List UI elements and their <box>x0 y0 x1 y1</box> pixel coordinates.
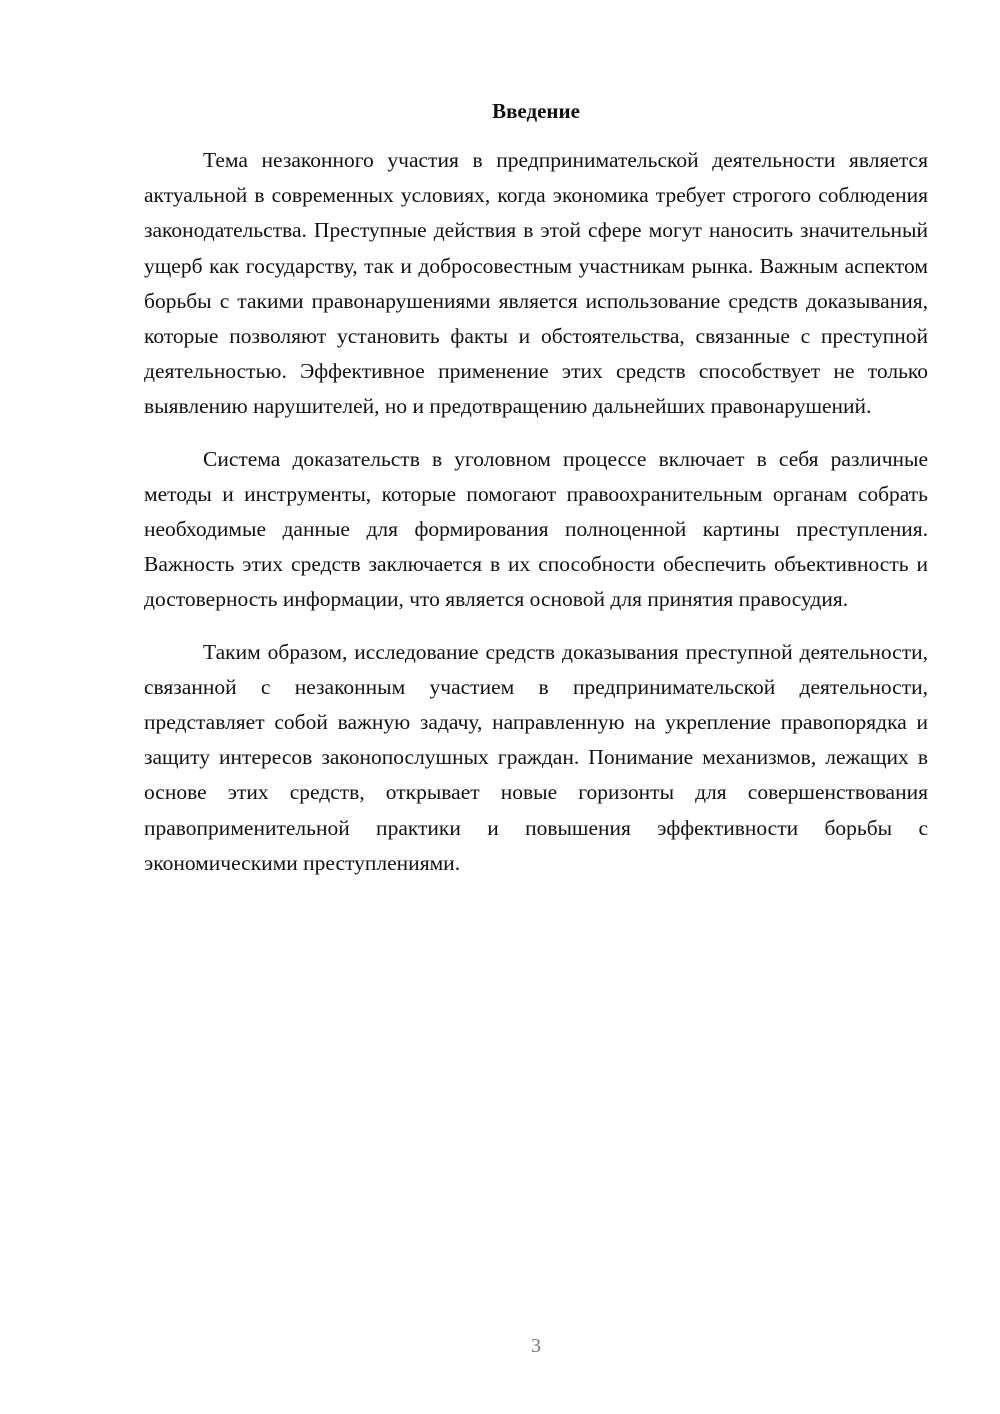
paragraph-evidence-system: Система доказательств в уголовном процессе включает в себя различные методы и инструменты, которые помогают правоохранительным органам собрать необходимые данные для формирования полноценной картины преступления. Важность этих средств заключается в их способности обеспечить объективность и достоверность информации, что является основой для принятия правосудия. <box>144 446 928 612</box>
paragraph-conclusion: Таким образом, исследование средств доказывания преступной деятельности, связанной с незаконным участием в предпринимательской деятельности, представляет собой важную задачу, направленную на укрепление правопорядка и защиту интересов законопослушных граждан. Понимание механизмов, лежащих в основе этих средств, открывает новые горизонты для совершенствования правоприменительной практики и повышения эффективности борьбы с экономическими преступлениями. <box>144 639 928 875</box>
body-text <box>144 143 928 898</box>
section-heading: Введение <box>492 99 580 123</box>
page-number: 3 <box>531 1335 541 1357</box>
paragraph-intro: Тема незаконного участия в предпринимательской деятельности является актуальной в современных условиях, когда экономика требует строгого соблюдения законодательства. Преступные действия в этой сфере могут наносить значительный ущерб как государству, так и добросовестным участникам рынка. Важным аспектом борьбы с такими правонарушениями является использование средств доказывания, которые позволяют установить факты и обстоятельства, связанные с преступной деятельностью. Эффективное применение этих средств способствует не только выявлению нарушителей, но и предотвращению дальнейших правонарушений. <box>144 148 928 419</box>
